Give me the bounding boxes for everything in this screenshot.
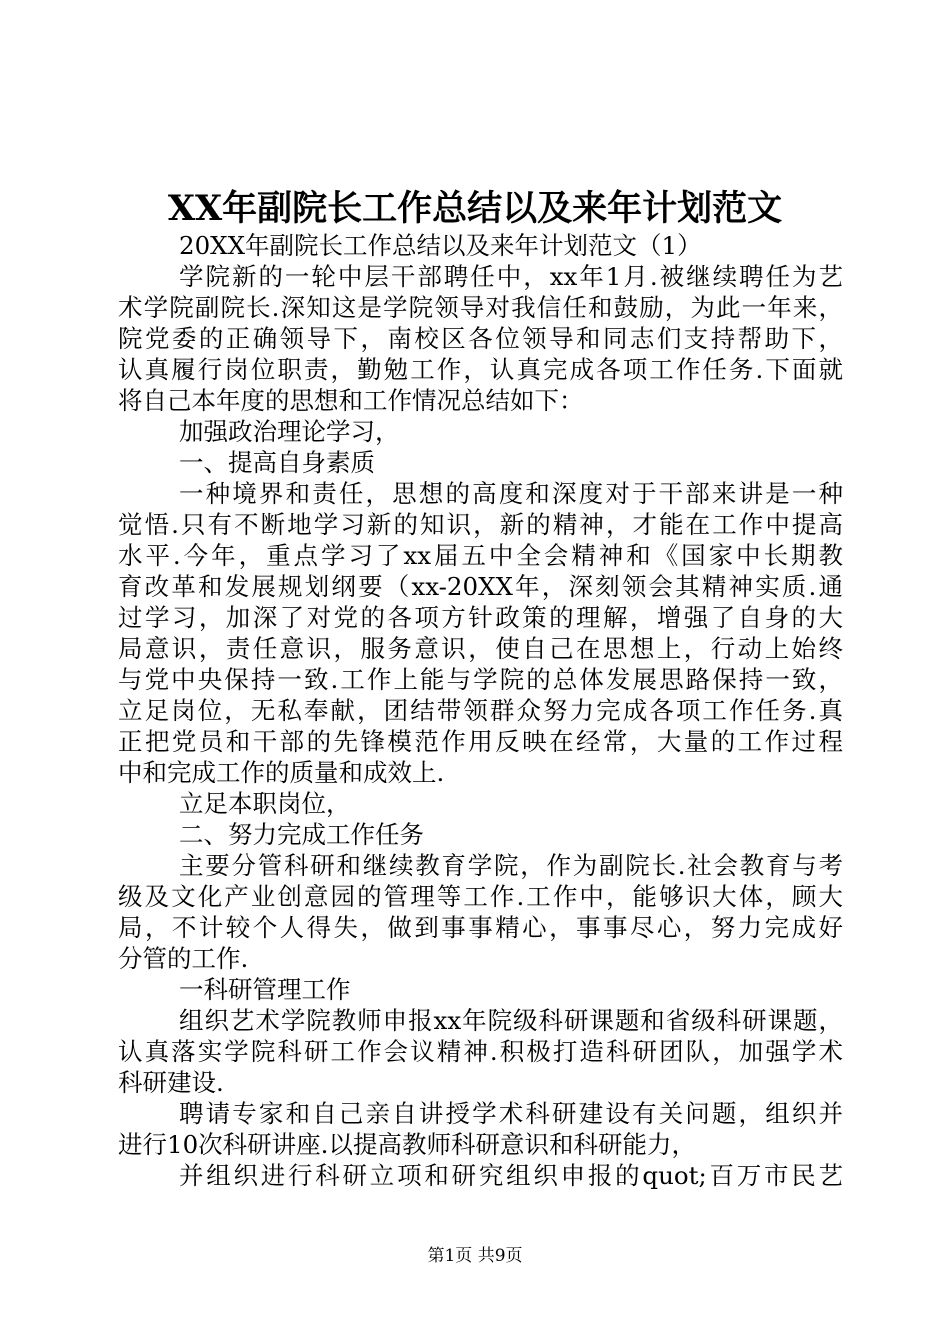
body-line: 一、提高自身素质	[179, 448, 375, 477]
page-footer: 第1页 共9页	[427, 1246, 523, 1266]
body-line: 局意识，责任意识，服务意识，使自己在思想上，行动上始终	[118, 634, 843, 663]
body-line: 立足岗位，无私奉献，团结带领群众努力完成各项工作任务.真	[118, 696, 843, 725]
body-line: 分管的工作.	[118, 944, 249, 973]
body-line: 科研建设.	[118, 1068, 224, 1097]
body-line: 20XX年副院长工作总结以及来年计划范文（1）	[179, 231, 702, 260]
body-line: 主要分管科研和继续教育学院，作为副院长.社会教育与考	[179, 851, 843, 880]
body-line: 过学习，加深了对党的各项方针政策的理解，增强了自身的大	[118, 603, 843, 632]
body-line: 二、努力完成工作任务	[179, 820, 424, 849]
body-line: 聘请专家和自己亲自讲授学术科研建设有关问题，组织并	[179, 1099, 843, 1128]
body-line: 院党委的正确领导下，南校区各位领导和同志们支持帮助下，	[118, 324, 843, 353]
body-line: 认真履行岗位职责，勤勉工作，认真完成各项工作任务.下面就	[118, 355, 843, 384]
body-line: 正把党员和干部的先锋模范作用反映在经常，大量的工作过程	[118, 727, 843, 756]
body-line: 中和完成工作的质量和成效上.	[118, 758, 445, 787]
body-line: 水平.今年，重点学习了xx届五中全会精神和《国家中长期教	[118, 541, 843, 570]
body-line: 学院新的一轮中层干部聘任中，xx年1月.被继续聘任为艺	[179, 262, 843, 291]
body-line: 将自己本年度的思想和工作情况总结如下：	[118, 386, 584, 415]
body-line: 加强政治理论学习，	[179, 417, 400, 446]
document-title: XX年副院长工作总结以及来年计划范文	[167, 188, 783, 229]
body-line: 进行10次科研讲座.以提高教师科研意识和科研能力，	[118, 1130, 696, 1159]
body-line: 认真落实学院科研工作会议精神.积极打造科研团队，加强学术	[118, 1037, 843, 1066]
body-line: 立足本职岗位，	[179, 789, 351, 818]
body-line: 一科研管理工作	[179, 975, 351, 1004]
body-line: 与党中央保持一致.工作上能与学院的总体发展思路保持一致，	[118, 665, 843, 694]
body-line: 育改革和发展规划纲要（xx-20XX年，深刻领会其精神实质.通	[118, 572, 843, 601]
body-line: 术学院副院长.深知这是学院领导对我信任和鼓励，为此一年来，	[118, 293, 843, 322]
body-line: 局，不计较个人得失，做到事事精心，事事尽心，努力完成好	[118, 913, 843, 942]
body-line: 一种境界和责任，思想的高度和深度对于干部来讲是一种	[179, 479, 843, 508]
body-line: 觉悟.只有不断地学习新的知识，新的精神，才能在工作中提高	[118, 510, 843, 539]
body-line: 并组织进行科研立项和研究组织申报的quot;百万市民艺	[179, 1161, 843, 1190]
body-line: 组织艺术学院教师申报xx年院级科研课题和省级科研课题，	[179, 1006, 843, 1035]
body-line: 级及文化产业创意园的管理等工作.工作中，能够识大体，顾大	[118, 882, 843, 911]
document-body	[118, 230, 843, 1191]
